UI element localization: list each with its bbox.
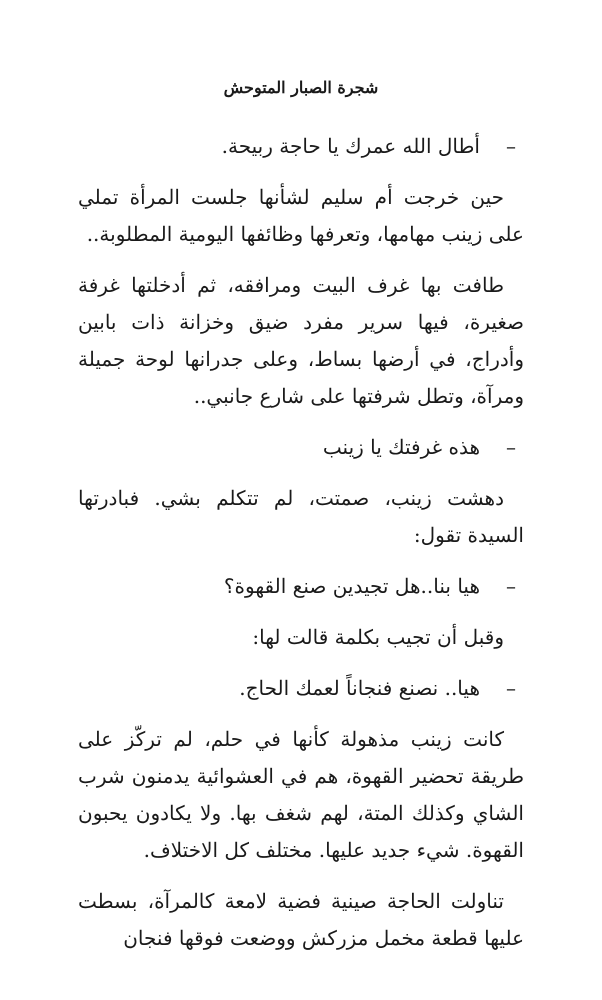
dialogue-dash: – <box>506 574 516 598</box>
dialogue-text: أطال الله عمرك يا حاجة ربيحة. <box>221 134 480 158</box>
page-title: شجرة الصبار المتوحش <box>223 78 379 97</box>
text-body <box>78 128 524 971</box>
paragraph: طافت بها غرف البيت ومرافقه، ثم أدخلتها غرفة صغيرة، فيها سرير مفرد ضيق وخزانة ذات بابين وأدراج، في أرضها بساط، وعلى جدرانها لوحة جميلة ومرآة، وتطل شرفتها على شارع جانبي.. <box>78 273 524 408</box>
dialogue-dash: – <box>506 134 516 158</box>
dialogue-line <box>78 429 524 466</box>
paragraph: تناولت الحاجة صينية فضية لامعة كالمرآة، بسطت عليها قطعة مخمل مزركش ووضعت فوقها فنجان <box>78 889 524 950</box>
dialogue-text: هذه غرفتك يا زينب <box>322 435 480 459</box>
dialogue-text: هيا بنا..هل تجيدين صنع القهوة؟ <box>223 574 480 598</box>
dialogue-text: هيا.. نصنع فنجاناً لعمك الحاج. <box>239 676 480 700</box>
paragraph: وقبل أن تجيب بكلمة قالت لها: <box>252 625 504 649</box>
dialogue-dash: – <box>506 676 516 700</box>
paragraph: حين خرجت أم سليم لشأنها جلست المرأة تملي على زينب مهامها، وتعرفها وظائفها اليومية المطلوبة.. <box>78 185 524 246</box>
paragraph: كانت زينب مذهولة كأنها في حلم، لم تركّز على طريقة تحضير القهوة، هم في العشوائية يدمنون شرب الشاي وكذلك المتة، لهم شغف بها. ولا يكادون يحبون القهوة. شيء جديد عليها. مختلف كل الاختلاف. <box>78 727 524 862</box>
dialogue-line <box>78 568 524 605</box>
dialogue-line <box>78 670 524 707</box>
dialogue-line <box>78 128 524 165</box>
paragraph: دهشت زينب، صمتت، لم تتكلم بشي. فبادرتها السيدة تقول: <box>78 486 524 547</box>
dialogue-dash: – <box>506 435 516 459</box>
